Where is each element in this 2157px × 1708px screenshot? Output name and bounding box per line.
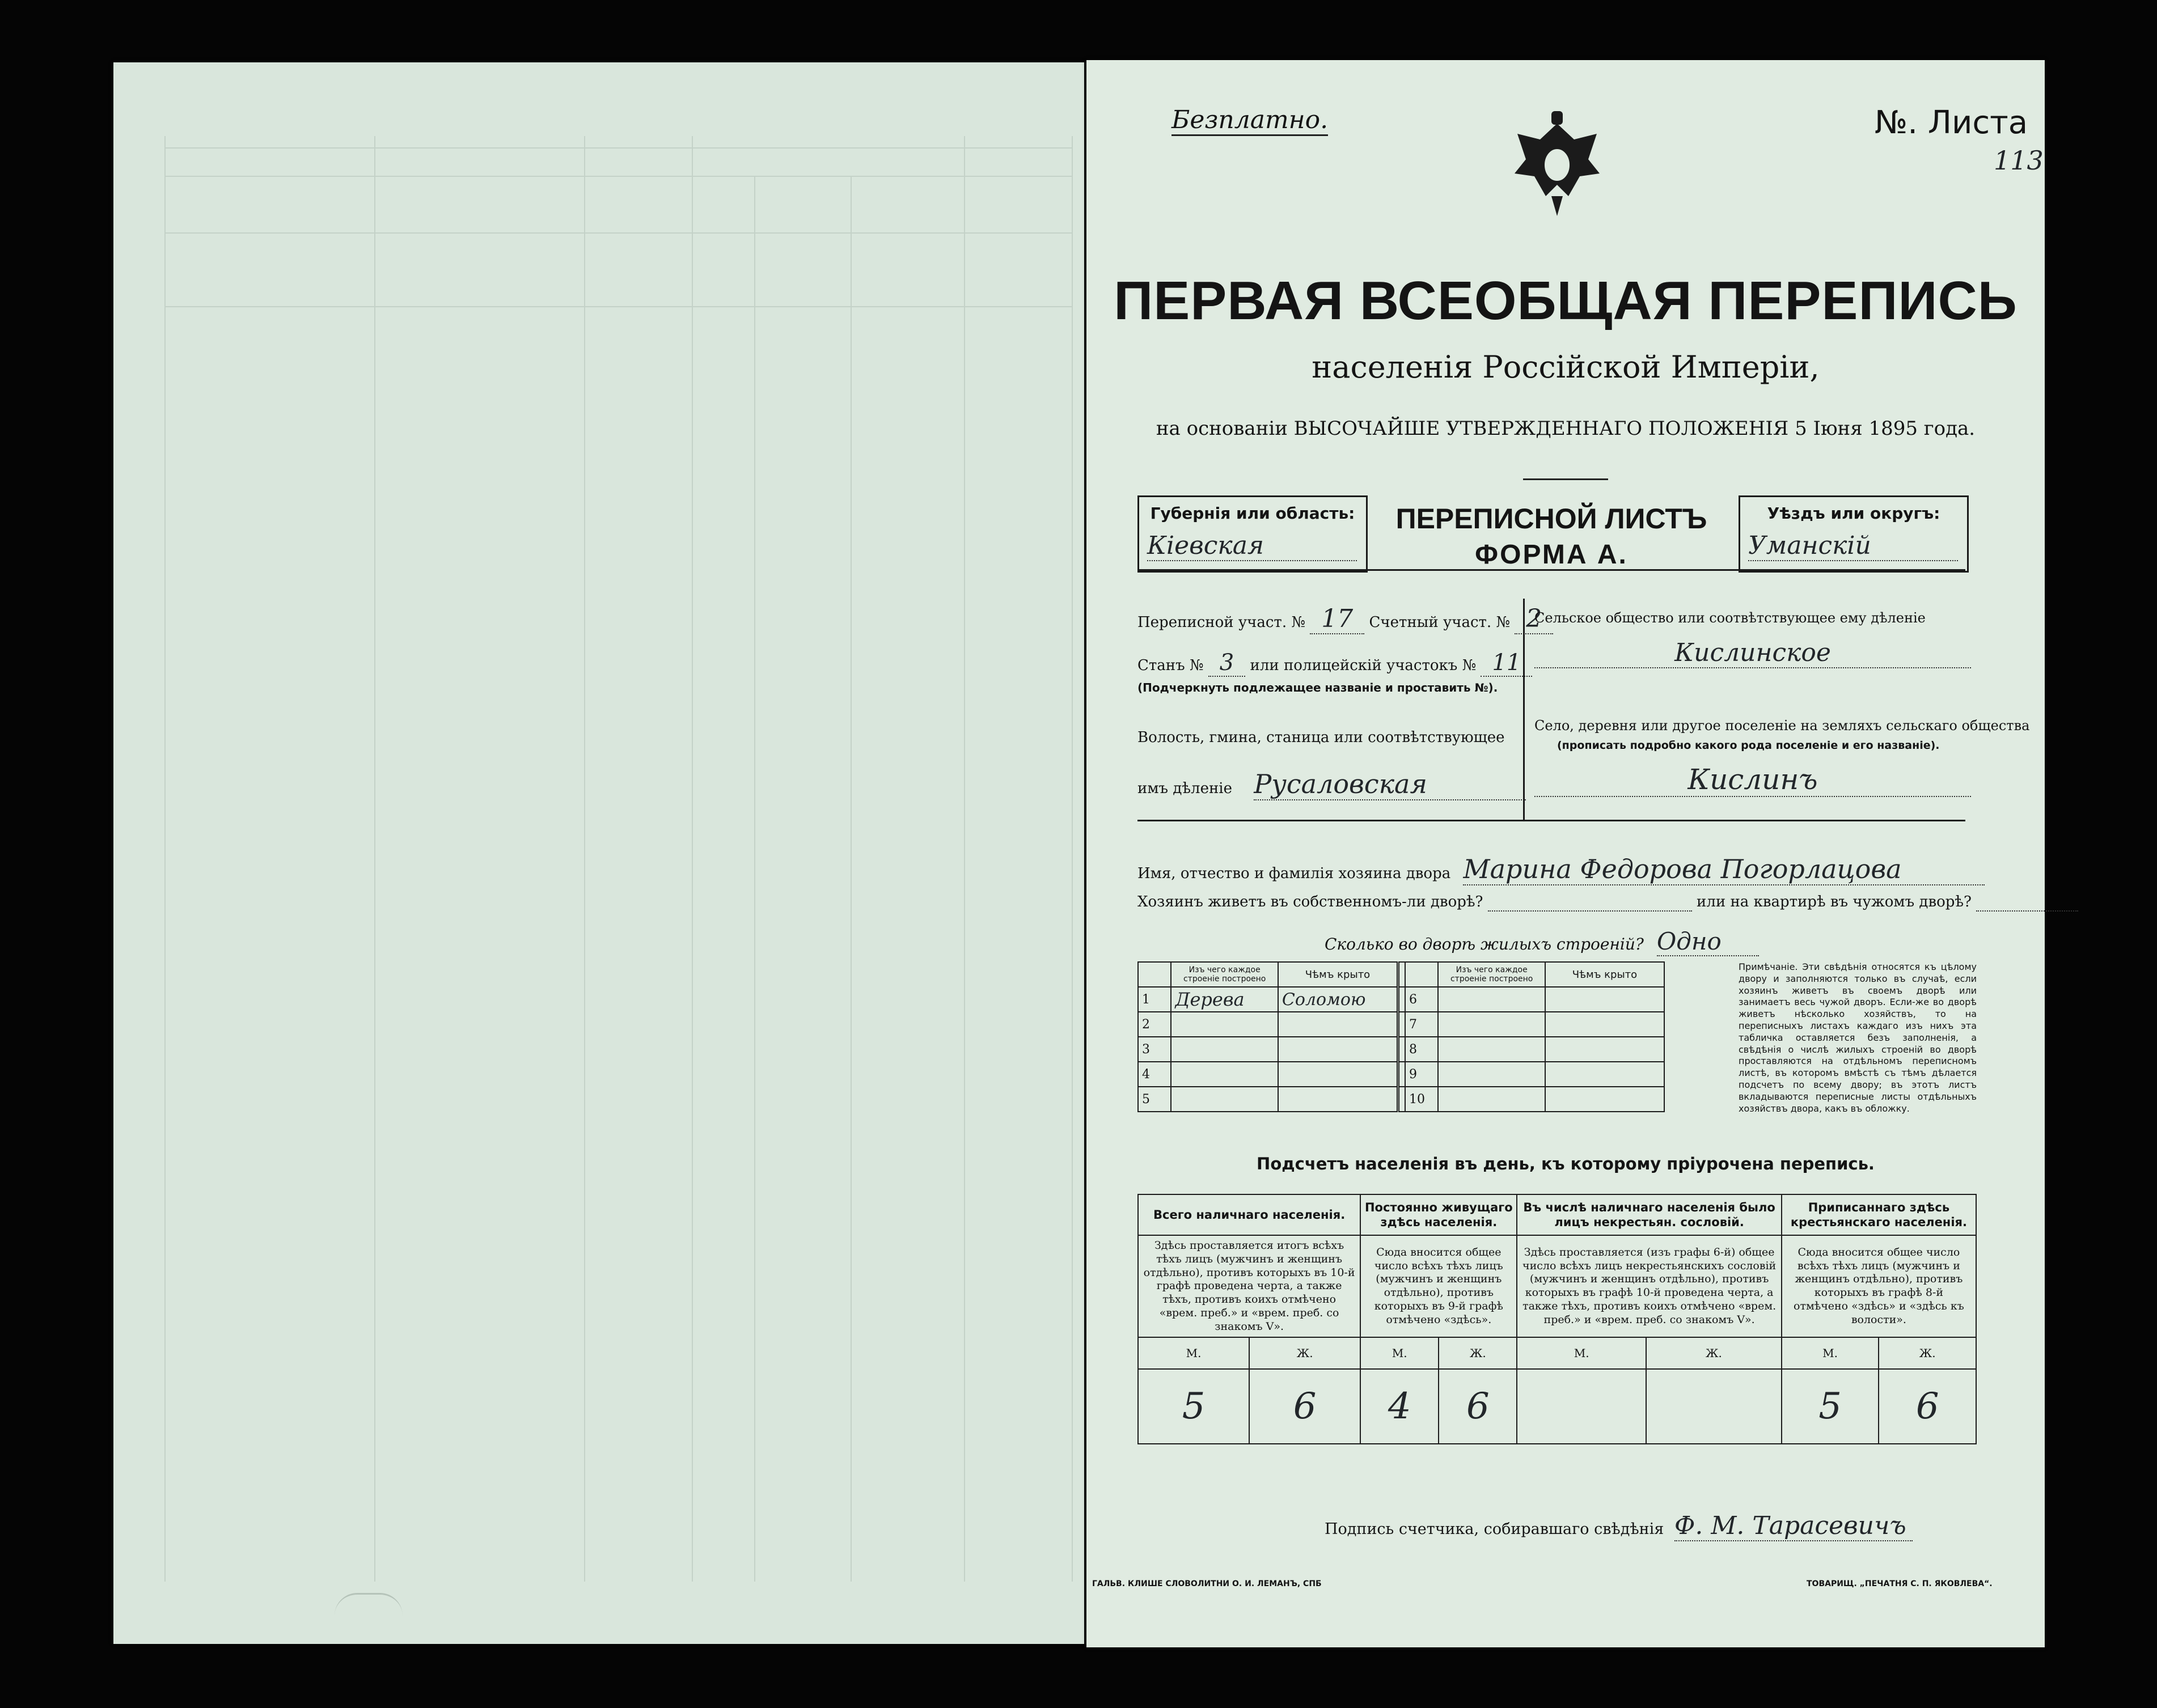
population-col-desc: Здѣсь проставляется (изъ графы 6-й) общее число всѣхъ лицъ некрестьянскихъ сословій (мужчинъ и женщинъ отдѣльно), противъ которыхъ въ графѣ 10-й проведена черта, а также тѣхъ, противъ коихъ отмѣчено «врем. преб.» и «врем. преб. со знакомъ V». xyxy=(1517,1235,1781,1337)
male-label: М. xyxy=(1782,1337,1879,1369)
volost-line xyxy=(1137,769,1526,800)
form-letter: ФОРМА А. xyxy=(1475,540,1628,570)
female-label: Ж. xyxy=(1249,1337,1360,1369)
residence-line xyxy=(1137,893,2078,912)
faint-column-rule xyxy=(374,136,375,1582)
row-roof xyxy=(1278,1062,1398,1087)
police-label: или полицейскій участокъ № xyxy=(1250,657,1477,674)
owner-name-value: Марина Федорова Погорлацова xyxy=(1463,854,1985,885)
faint-column-rule xyxy=(1072,136,1073,1582)
buildings-roof-header: Чѣмъ крыто xyxy=(1545,962,1664,987)
census-subtitle: населенія Россійской Имперіи, xyxy=(1312,349,1820,385)
field-divider xyxy=(1523,599,1525,820)
free-label: Безплатно. xyxy=(1171,105,1328,136)
society-value: Кислинское xyxy=(1534,638,1971,668)
table-row xyxy=(1138,1062,1664,1087)
table-row xyxy=(1138,987,1664,1012)
gubernia-label: Губернія или область: xyxy=(1150,504,1355,523)
counting-district-value: 2 xyxy=(1515,604,1553,634)
left-page xyxy=(113,62,1084,1644)
stan-label: Станъ № xyxy=(1137,657,1204,674)
police-value: 11 xyxy=(1481,650,1532,677)
uezd-label: Уѣздъ или округъ: xyxy=(1767,504,1940,523)
uezd-box xyxy=(1739,495,1969,573)
row-material xyxy=(1438,1012,1545,1037)
left-printer-imprint: ГАЛЬВ. КЛИШЕ СЛОВОЛИТНИ О. И. ЛЕМАНЪ, СПБ xyxy=(1092,1579,1322,1588)
buildings-divider xyxy=(1398,1037,1405,1062)
volost-value: Русаловская xyxy=(1254,769,1526,800)
row-material xyxy=(1438,1062,1545,1087)
row-number: 6 xyxy=(1405,987,1438,1012)
row-number: 8 xyxy=(1405,1037,1438,1062)
row-material xyxy=(1171,1037,1278,1062)
header-rule xyxy=(1137,569,1965,571)
row-roof xyxy=(1278,1037,1398,1062)
owner-name-label: Имя, отчество и фамилія хозяина двора xyxy=(1137,865,1451,882)
population-col-title: Всего наличнаго населенія. xyxy=(1138,1194,1360,1235)
population-col-title: Постоянно живущаго здѣсь населенія. xyxy=(1360,1194,1517,1235)
population-col-desc: Сюда вносится общее число всѣхъ тѣхъ лицъ (мужчинъ и женщинъ отдѣльно), противъ которыхъ въ графѣ 8-й отмѣчено «здѣсь» и «здѣсь къ волости». xyxy=(1782,1235,1976,1337)
census-basis: на основаніи ВЫСОЧАЙШЕ УТВЕРЖДЕННАГО ПОЛОЖЕНІЯ 5 Іюня 1895 года. xyxy=(1156,417,1976,440)
faint-rule xyxy=(164,147,1072,149)
form-title: ПЕРЕПИСНОЙ ЛИСТЪ xyxy=(1395,503,1707,535)
own-yard-blank xyxy=(1488,893,1692,912)
buildings-divider xyxy=(1398,962,1405,987)
row-roof xyxy=(1545,1087,1664,1112)
stan-value: 3 xyxy=(1208,650,1245,677)
faint-column-rule xyxy=(964,136,965,1582)
row-material xyxy=(1171,1062,1278,1087)
row-number: 9 xyxy=(1405,1062,1438,1087)
signature-label: Подпись счетчика, собиравшаго свѣдѣнія xyxy=(1325,1520,1664,1538)
paper-tear-mark xyxy=(335,1593,403,1640)
owner-line xyxy=(1137,854,1985,885)
buildings-num-header xyxy=(1405,962,1438,987)
rented-label: или на квартирѣ въ чужомъ дворѣ? xyxy=(1697,893,1972,910)
row-number: 5 xyxy=(1138,1087,1171,1112)
row-roof xyxy=(1278,1012,1398,1037)
census-form-page xyxy=(1086,60,2045,1647)
buildings-divider xyxy=(1398,987,1405,1012)
society-label: Сельское общество или соотвѣтствующее ему дѣленіе xyxy=(1534,610,1926,626)
row-material xyxy=(1438,987,1545,1012)
female-count: 6 xyxy=(1439,1369,1517,1444)
faint-column-rule xyxy=(164,136,166,1582)
male-count xyxy=(1517,1369,1646,1444)
population-col-title: Приписаннаго здѣсь крестьянскаго населенія. xyxy=(1782,1194,1976,1235)
row-number: 3 xyxy=(1138,1037,1171,1062)
census-district-label: Переписной участ. № xyxy=(1137,614,1305,631)
male-label: М. xyxy=(1517,1337,1646,1369)
faint-rule xyxy=(164,306,1072,307)
population-table xyxy=(1137,1194,1977,1444)
census-district-value: 17 xyxy=(1310,604,1364,634)
female-count xyxy=(1646,1369,1782,1444)
female-count: 6 xyxy=(1249,1369,1360,1444)
gubernia-value: Кіевская xyxy=(1147,531,1357,561)
volost-label-1: Волость, гмина, станица или соотвѣтствующее xyxy=(1137,729,1505,746)
population-heading: Подсчетъ населенія въ день, къ которому пріурочена перепись. xyxy=(1257,1154,1875,1173)
table-row xyxy=(1138,1012,1664,1037)
male-label: М. xyxy=(1138,1337,1249,1369)
row-roof xyxy=(1545,1062,1664,1087)
buildings-note: Примѣчаніе. Эти свѣдѣнія относятся къ цѣлому двору и заполняются только въ случаѣ, если хозяинъ живетъ въ своемъ дворѣ или занимаетъ весь чужой дворъ. Если-же во дворѣ живетъ нѣсколько хозяйствъ, то на переписныхъ листахъ каждаго изъ нихъ эта табличка оставляется безъ заполненія, а свѣдѣнія о числѣ жилыхъ строеній во дворѣ проставляются на отдѣльномъ переписномъ листѣ, въ которомъ вмѣстѣ съ тѣмъ дѣлается подсчетъ по всему двору; въ этотъ листъ вкладываются переписные листы отдѣльныхъ хозяйствъ двора, какъ въ обложку. xyxy=(1739,961,1977,1114)
district-line xyxy=(1137,604,1553,633)
row-material xyxy=(1171,1012,1278,1037)
row-roof xyxy=(1545,1012,1664,1037)
uezd-value: Уманскій xyxy=(1748,531,1958,561)
row-number: 7 xyxy=(1405,1012,1438,1037)
row-number: 1 xyxy=(1138,987,1171,1012)
row-roof xyxy=(1545,1037,1664,1062)
faint-column-rule xyxy=(584,136,585,1582)
ornament-rule xyxy=(1523,478,1608,480)
table-row xyxy=(1138,1037,1664,1062)
signature-value: Ф. М. Тарасевичъ xyxy=(1674,1511,1913,1541)
buildings-table xyxy=(1137,961,1665,1112)
buildings-label: Сколько во дворѣ жилыхъ строеній? xyxy=(1325,935,1644,953)
population-col-desc: Сюда вносится общее число всѣхъ тѣхъ лицъ (мужчинъ и женщинъ отдѣльно), противъ которыхъ въ 9-й графѣ отмѣчено «здѣсь». xyxy=(1360,1235,1517,1337)
village-value: Кислинъ xyxy=(1534,763,1971,797)
buildings-value: Одно xyxy=(1657,927,1759,956)
faint-column-rule xyxy=(692,136,693,1582)
row-roof xyxy=(1545,987,1664,1012)
village-note: (прописать подробно какого рода поселеніе и его названіе). xyxy=(1557,739,1940,752)
census-title: ПЕРВАЯ ВСЕОБЩАЯ ПЕРЕПИСЬ xyxy=(1114,270,2018,331)
buildings-divider xyxy=(1398,1087,1405,1112)
female-label: Ж. xyxy=(1879,1337,1976,1369)
population-col-desc: Здѣсь проставляется итогъ всѣхъ тѣхъ лицъ (мужчинъ и женщинъ отдѣльно), противъ которыхъ въ 10-й графѣ проведена черта, а также тѣхъ, противъ коихъ отмѣчено «врем. преб.» и «врем. преб. со знакомъ V». xyxy=(1138,1235,1360,1337)
buildings-line xyxy=(1325,927,1759,956)
village-label: Село, деревня или другое поселеніе на земляхъ сельскаго общества xyxy=(1534,718,2030,734)
row-material xyxy=(1171,1087,1278,1112)
faint-column-rule xyxy=(851,176,852,1582)
imperial-eagle-emblem xyxy=(1506,105,1608,219)
table-row xyxy=(1138,1087,1664,1112)
male-count: 4 xyxy=(1360,1369,1439,1444)
row-number: 10 xyxy=(1405,1087,1438,1112)
buildings-num-header xyxy=(1138,962,1171,987)
faint-column-rule xyxy=(754,176,755,1582)
buildings-divider xyxy=(1398,1012,1405,1037)
row-roof: Соломою xyxy=(1278,987,1398,1012)
row-roof xyxy=(1278,1087,1398,1112)
signature-line xyxy=(1325,1511,1913,1541)
buildings-material-header: Изъ чего каждое строеніе построено xyxy=(1438,962,1545,987)
buildings-material-header: Изъ чего каждое строеніе построено xyxy=(1171,962,1278,987)
stan-line xyxy=(1137,650,1532,676)
row-material: Дерева xyxy=(1171,987,1278,1012)
faint-rule xyxy=(164,232,1072,234)
female-count: 6 xyxy=(1879,1369,1976,1444)
rented-blank xyxy=(1976,893,2078,912)
female-label: Ж. xyxy=(1646,1337,1782,1369)
faint-rule xyxy=(164,176,1072,177)
buildings-roof-header: Чѣмъ крыто xyxy=(1278,962,1398,987)
male-count: 5 xyxy=(1138,1369,1249,1444)
row-number: 4 xyxy=(1138,1062,1171,1087)
buildings-divider xyxy=(1398,1062,1405,1087)
row-material xyxy=(1438,1087,1545,1112)
sheet-number-value: 113 xyxy=(1994,145,2044,176)
own-yard-label: Хозяинъ живетъ въ собственномъ-ли дворѣ? xyxy=(1137,893,1483,910)
fields-rule xyxy=(1137,820,1965,821)
population-col-title: Въ числѣ наличнаго населенія было лицъ некрестьян. сословій. xyxy=(1517,1194,1781,1235)
volost-label-2: имъ дѣленіе xyxy=(1137,780,1232,797)
male-label: М. xyxy=(1360,1337,1439,1369)
male-count: 5 xyxy=(1782,1369,1879,1444)
counting-district-label: Счетный участ. № xyxy=(1369,614,1511,631)
female-label: Ж. xyxy=(1439,1337,1517,1369)
row-material xyxy=(1438,1037,1545,1062)
row-number: 2 xyxy=(1138,1012,1171,1037)
underline-note: (Подчеркнуть подлежащее названіе и проставить №). xyxy=(1137,681,1498,694)
sheet-number-label: №. Листа xyxy=(1875,104,2028,141)
gubernia-box xyxy=(1137,495,1368,573)
right-printer-imprint: ТОВАРИЩ. „ПЕЧАТНЯ С. П. ЯКОВЛЕВА“. xyxy=(1807,1579,1993,1588)
